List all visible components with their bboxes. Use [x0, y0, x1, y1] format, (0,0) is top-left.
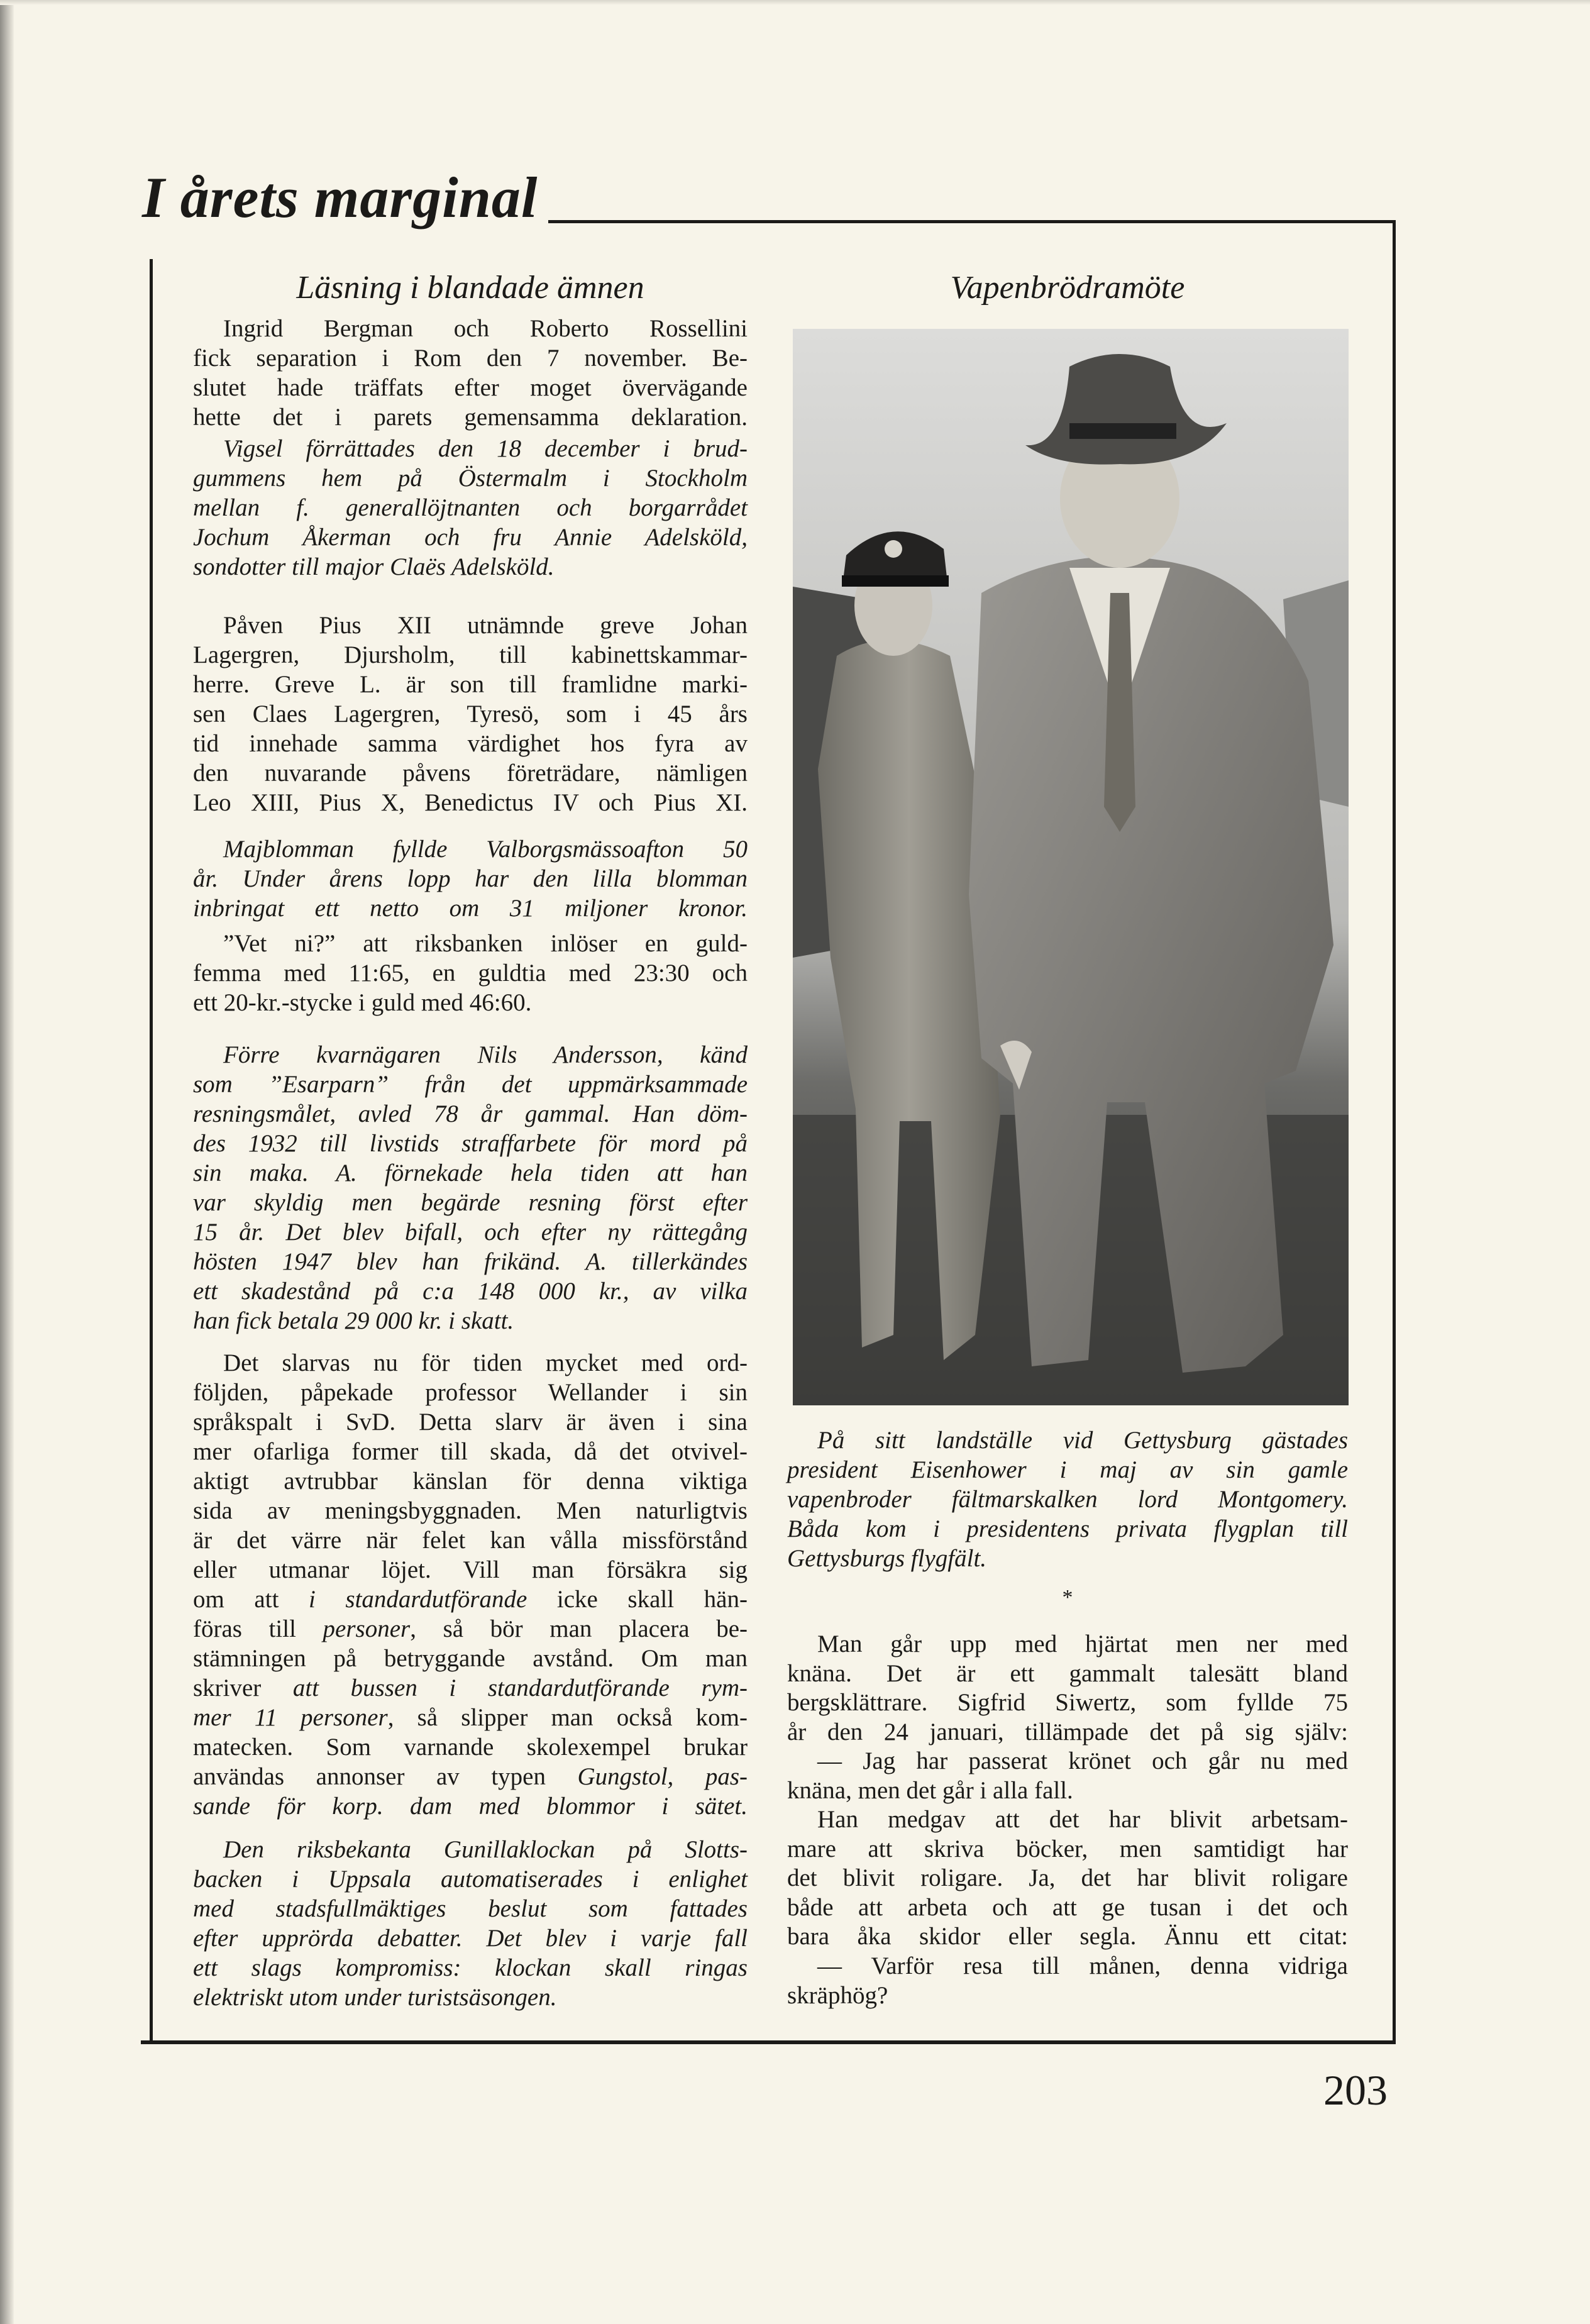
article-paragraph	[787, 1952, 1348, 2010]
text-line: som ”Esarparn” från det uppmärksammade	[193, 1071, 748, 1098]
text-line: det blivit roligare. Ja, det har blivit roligare	[787, 1864, 1348, 1891]
text-line: resningsmålet, avled 78 år gammal. Han döm-	[193, 1100, 748, 1127]
text-line: skräphög?	[787, 1981, 888, 2009]
text-line: Lagergren, Djursholm, till kabinettskammar-	[193, 641, 748, 668]
text-line: ”Vet ni?” att riksbanken inlöser en guld-	[223, 930, 748, 957]
scan-edge-top	[0, 0, 1590, 5]
text-line: ett skadestånd på c:a 148 000 kr., av vilka	[193, 1278, 748, 1305]
text-line: mare att skriva böcker, men samtidigt har	[787, 1835, 1348, 1862]
roman-segment: , så bör man placera be-	[410, 1615, 748, 1642]
text-line: sen Claes Lagergren, Tyresö, som i 45 års	[193, 700, 748, 728]
article-paragraph	[193, 1835, 748, 2012]
text-line: gummens hem på Östermalm i Stockholm	[193, 465, 748, 492]
article-paragraph	[193, 1040, 748, 1336]
text-line: — Jag har passerat krönet och går nu med	[817, 1747, 1348, 1774]
text-line: bara åka skidor eller segla. Ännu ett citat:	[787, 1923, 1348, 1950]
text-line: eller utmanar löjet. Vill man försäkra sig	[193, 1556, 748, 1583]
text-line: språkspalt i SvD. Detta slarv är även i sina	[193, 1408, 748, 1436]
text-line: fick separation i Rom den 7 november. Be-	[193, 345, 748, 372]
article-paragraph	[193, 611, 748, 817]
article-paragraph	[193, 929, 748, 1017]
text-line: han fick betala 29 000 kr. i skatt.	[193, 1307, 514, 1334]
text-line: hette det i parets gemensamma deklaration.	[193, 404, 748, 431]
text-line: På sitt landställe vid Gettysburg gästades	[817, 1427, 1348, 1454]
article-paragraph	[193, 1348, 748, 1821]
text-line: Den riksbekanta Gunillaklockan på Slotts-	[223, 1836, 748, 1863]
text-line: matecken. Som varnande skolexempel brukar	[193, 1734, 748, 1761]
text-line	[193, 1673, 748, 1703]
text-line: Båda kom i presidentens privata flygplan till	[787, 1515, 1348, 1542]
text-line: är det värre när felet kan vålla missförstånd	[193, 1527, 748, 1554]
italic-segment: i standardutförande	[308, 1586, 527, 1613]
text-line: mer ofarliga former till skada, då det otvivel-	[193, 1438, 748, 1465]
roman-segment: föras till	[193, 1615, 323, 1642]
text-line: år den 24 januari, tillämpade det på sig själv:	[787, 1718, 1348, 1746]
photo-caption	[787, 1425, 1348, 1573]
italic-segment: personer	[323, 1615, 411, 1642]
roman-segment: , så slipper man också kom-	[387, 1704, 748, 1731]
text-line	[193, 1791, 748, 1821]
right-column-heading: Vapenbrödramöte	[950, 270, 1185, 306]
article-paragraph	[193, 834, 748, 923]
text-line: efter upprörda debatter. Det blev i varje fall	[193, 1925, 748, 1952]
text-line: inbringat ett netto om 31 miljoner kronor.	[193, 895, 748, 922]
text-line: ett slags kompromiss: klockan skall ringas	[193, 1954, 748, 1981]
roman-segment: användas annonser av typen	[193, 1763, 578, 1790]
text-line: Det slarvas nu för tiden mycket med ord-	[223, 1349, 748, 1376]
text-line: elektriskt utom under turistsäsongen.	[193, 1984, 557, 2011]
text-line: knäna, men det går i alla fall.	[787, 1776, 1073, 1804]
text-line: Vigsel förrättades den 18 december i brud-	[223, 435, 748, 462]
text-line: år. Under årens lopp har den lilla blomman	[193, 865, 748, 892]
text-line: med stadsfullmäktiges beslut som fattades	[193, 1895, 748, 1922]
text-line: aktigt avtrubbar känslan för denna viktiga	[193, 1468, 748, 1495]
roman-segment: skriver	[193, 1674, 293, 1702]
page-number: 203	[1323, 2066, 1388, 2114]
box-bottom-border	[141, 2040, 1396, 2044]
roman-segment: om att	[193, 1586, 309, 1613]
article-paragraph	[787, 1630, 1348, 1747]
text-line: backen i Uppsala automatiserades i enlighet	[193, 1866, 748, 1893]
text-line: Påven Pius XII utnämnde greve Johan	[223, 612, 748, 639]
box-left-border	[150, 259, 153, 2044]
text-line	[193, 1614, 748, 1644]
text-line: Ingrid Bergman och Roberto Rossellini	[223, 315, 748, 342]
text-line: 15 år. Det blev bifall, och efter ny rättegång	[193, 1219, 748, 1246]
text-line: Majblomman fyllde Valborgsmässoafton 50	[223, 836, 748, 863]
text-line: president Eisenhower i maj av sin gamle	[787, 1456, 1348, 1483]
text-line	[193, 1703, 748, 1732]
text-line: ett 20-kr.-stycke i guld med 46:60.	[193, 989, 532, 1016]
text-line: den nuvarande påvens företrädare, nämligen	[193, 760, 748, 787]
text-line: Leo XIII, Pius X, Benedictus IV och Pius XI.	[193, 789, 748, 816]
photo-eisenhower-montgomery	[793, 329, 1349, 1405]
roman-segment: icke skall hän-	[527, 1586, 748, 1613]
box-right-border	[1393, 220, 1396, 2044]
text-line: Förre kvarnägaren Nils Andersson, känd	[223, 1041, 748, 1068]
left-column-heading: Läsning i blandade ämnen	[296, 270, 644, 306]
text-line: knäna. Det är ett gammalt talesätt bland	[787, 1659, 1348, 1687]
article-paragraph	[193, 314, 748, 432]
article-paragraph	[193, 434, 748, 582]
text-line: sondotter till major Claës Adelsköld.	[193, 553, 555, 580]
text-line: både att arbeta och att ge tusan i det och	[787, 1893, 1348, 1921]
text-line	[193, 1585, 748, 1614]
italic-segment: sande för korp. dam med blommor i sätet.	[193, 1793, 748, 1820]
text-line: des 1932 till livstids straffarbete för mord på	[193, 1130, 748, 1157]
title-rule	[548, 220, 1396, 223]
text-line: slutet hade träffats efter moget övervägande	[193, 374, 748, 401]
text-line: Man går upp med hjärtat men ner med	[817, 1630, 1348, 1657]
text-line: bergsklättrare. Sigfrid Siwertz, som fyllde 75	[787, 1689, 1348, 1716]
text-line: — Varför resa till månen, denna vidriga	[817, 1952, 1348, 1979]
article-paragraph	[787, 1805, 1348, 1952]
text-line: herre. Greve L. är son till framlidne marki-	[193, 671, 748, 698]
text-line: femma med 11:65, en guldtia med 23:30 och	[193, 960, 748, 987]
separator-asterisk: *	[1062, 1586, 1073, 1609]
text-line: var skyldig men begärde resning först efter	[193, 1189, 748, 1216]
text-line: stämningen på betryggande avstånd. Om man	[193, 1645, 748, 1672]
text-line: följden, påpekade professor Wellander i sin	[193, 1379, 748, 1406]
italic-segment: mer 11 personer	[193, 1704, 388, 1731]
italic-segment: Gungstol, pas-	[577, 1763, 748, 1790]
text-line: Gettysburgs flygfält.	[787, 1545, 987, 1572]
text-line: mellan f. generallöjtnanten och borgarrådet	[193, 494, 748, 521]
text-line: vapenbroder fältmarskalken lord Montgomery.	[787, 1486, 1348, 1513]
text-line	[193, 1762, 748, 1791]
text-line: hösten 1947 blev han frikänd. A. tillerkändes	[193, 1248, 748, 1275]
text-line: Jochum Åkerman och fru Annie Adelsköld,	[193, 524, 748, 551]
article-paragraph	[787, 1747, 1348, 1805]
text-line: Han medgav att det har blivit arbetsam-	[817, 1806, 1348, 1833]
italic-segment: att bussen i standardutförande rym-	[292, 1674, 748, 1702]
scan-edge-shadow	[0, 0, 14, 2324]
text-line: sida av meningsbyggnaden. Men naturligtvis	[193, 1497, 748, 1524]
section-title: I årets marginal	[142, 165, 538, 230]
text-line: tid innehade samma värdighet hos fyra av	[193, 730, 748, 757]
text-line: sin maka. A. förnekade hela tiden att han	[193, 1159, 748, 1187]
